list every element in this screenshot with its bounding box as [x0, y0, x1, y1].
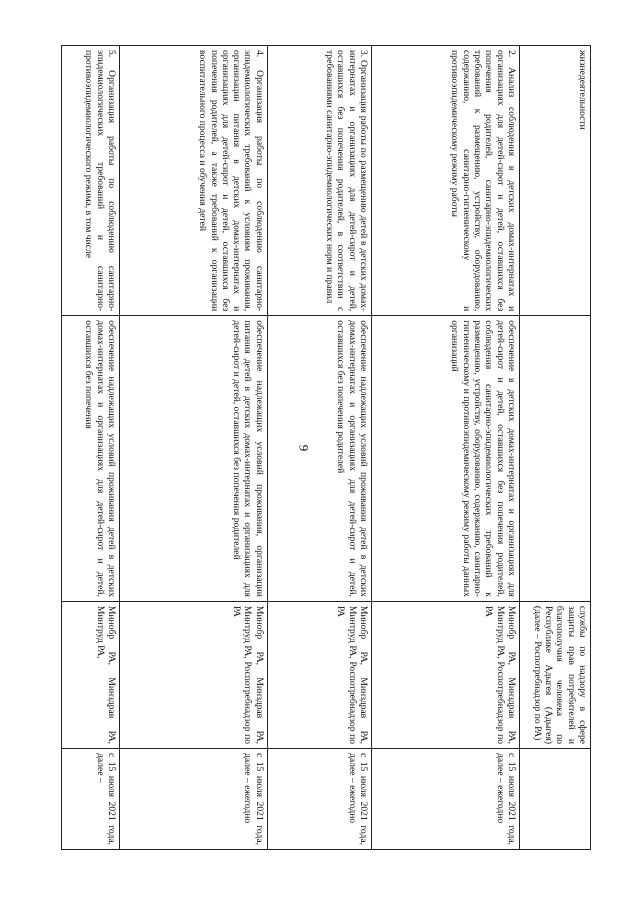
table-cell-responsible: Минобр РА, Минздрав РА, Минтруд РА, Роспотребнадзор по РА	[267, 601, 371, 748]
table-cell-result	[519, 316, 590, 602]
table-cell-result: обеспечение надлежащих условий проживания детей в детских домах-интернатах и организациях для детей-сирот и детей, оставшихся без попечения	[62, 316, 120, 602]
table-cell-responsible: Минобр РА, Минздрав РА, Минтруд РА, Роспотребнадзор по РА	[371, 601, 519, 748]
table-row	[371, 46, 519, 850]
table-cell-action: 4. Организация работы по соблюдению санитарно-эпидемиологических требований к условиям проживания, организации питания в детских домах-интернатах и организациях для детей-сирот и детей, оставшихся без попечения родителей, а также требований к организации воспитательного процесса и обучения детей	[119, 46, 267, 316]
table-cell-deadline: с 15 июля 2021 года, далее – ежегодно	[267, 749, 371, 850]
table-row	[519, 46, 590, 850]
table-cell-deadline: с 15 июля 2021 года, далее – ежегодно	[371, 749, 519, 850]
table-cell-responsible: Минобр РА, Минздрав РА, Минтруд РА,	[62, 601, 120, 748]
table-cell-deadline: с 15 июля 2021 года, далее – ежегодно	[119, 749, 267, 850]
table-row	[62, 46, 120, 850]
page-number: 9	[296, 444, 312, 452]
table-row	[119, 46, 267, 850]
table-cell-action: 2. Анализ соблюдения в детских домах-интернатах и организациях для детей-сирот и детей, оставшихся без попечения родителей, санитарно-эпидемиологических требований к размещению, устройству, оборудованию, содержанию, санитарно-гигиеническому и противоэпидемическому режиму работы	[371, 46, 519, 316]
table-row	[267, 46, 371, 850]
table-cell-deadline: с 15 июля 2021 года, далее –	[62, 749, 120, 850]
plan-table	[61, 45, 591, 850]
rotated-table-container	[61, 45, 591, 850]
table-cell-action: жизнедеятельности	[519, 46, 590, 316]
table-cell-result: обеспечение надлежащих условий проживания, организации питания детей в детских домах-интернатах и организациях для детей-сирот и детей, оставшихся без попечения родителей	[119, 316, 267, 602]
table-cell-result: обеспечение надлежащих условий проживания детей в детских домах-интернатах и организациях для детей-сирот и детей, оставшихся без попечения родителей	[267, 316, 371, 602]
table-cell-responsible: службы по надзору в сфере защиты прав потребителей и благополучия человека по Республике Адыгея (Адыгея) (далее – Роспотребнадзор по РА)	[519, 601, 590, 748]
table-cell-responsible: Минобр РА, Минздрав РА, Минтруд РА, Роспотребнадзор по РА	[119, 601, 267, 748]
table-cell-deadline	[519, 749, 590, 850]
table-cell-action: 5. Организация работы по соблюдению санитарно-эпидемиологических требований и санитарно-противоэпидемиологического режима, в том числе	[62, 46, 120, 316]
table-cell-action: 3. Организация работы по размещению детей в детских домах-интернатах и организациях для детей-сирот и детей, оставшихся без попечения родителей, в соответствии с требованиями санитарно-эпидемиологических норм и правил	[267, 46, 371, 316]
table-cell-result: обеспечение в детских домах-интернатах и организациях для детей-сирот и детей, оставшихся без попечения родителей, соблюдения санитарно-эпидемиологических требований к размещению, устройству, оборудованию, содержанию, санитарно-гигиеническому и противоэпидемическому режиму работы данных организаций	[371, 316, 519, 602]
